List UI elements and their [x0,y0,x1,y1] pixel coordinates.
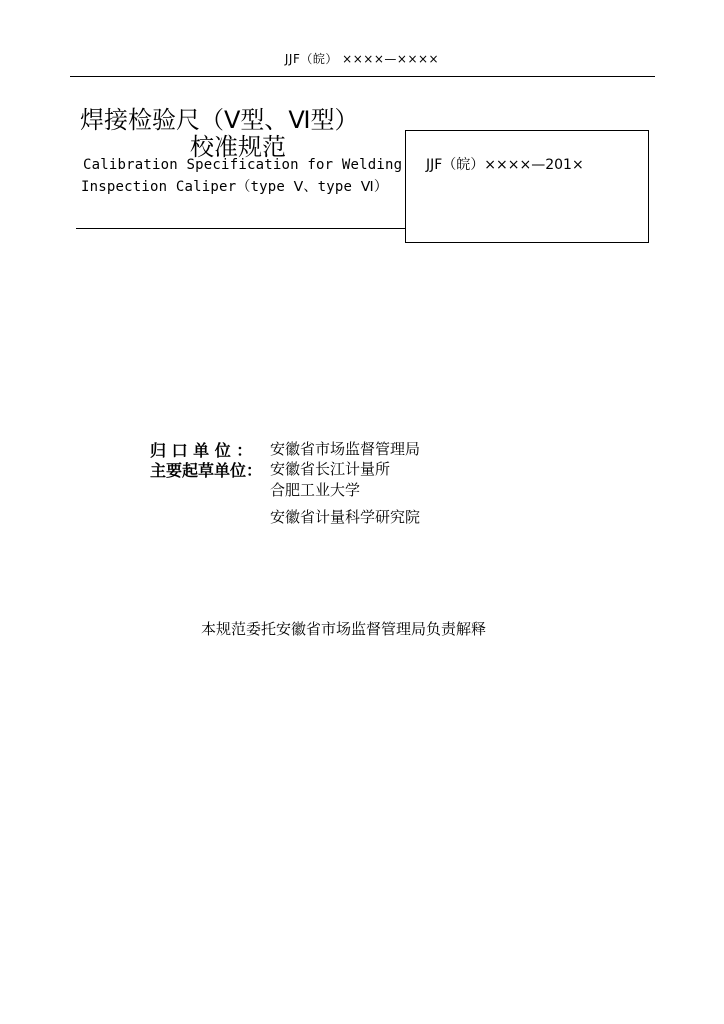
header-divider [70,76,655,77]
centralized-unit-value: 安徽省市场监督管理局 [270,440,421,458]
title-divider [76,228,406,229]
centralized-unit-label: 归 口 单 位 ： [150,441,253,460]
drafting-unit-3: 安徽省计量科学研究院 [270,508,421,526]
drafting-unit-1: 安徽省长江计量所 [270,460,391,478]
drafting-unit-label: 主要起草单位： [150,461,263,480]
title-chinese-line1: 焊接检验尺（Ⅴ型、Ⅵ型） [80,106,359,134]
specification-code: JJF（皖）××××—201× [426,157,584,173]
title-english-line1: Calibration Specification for Welding [83,157,403,173]
document-code-header: JJF（皖） ××××—×××× [284,52,440,66]
specification-code-box [405,130,649,243]
interpretation-note: 本规范委托安徽省市场监督管理局负责解释 [201,620,487,638]
drafting-unit-2: 合肥工业大学 [270,481,361,499]
title-english-line2: Inspection Caliper（type Ⅴ、type Ⅵ） [81,179,389,195]
title-chinese-line2: 校准规范 [190,133,286,161]
